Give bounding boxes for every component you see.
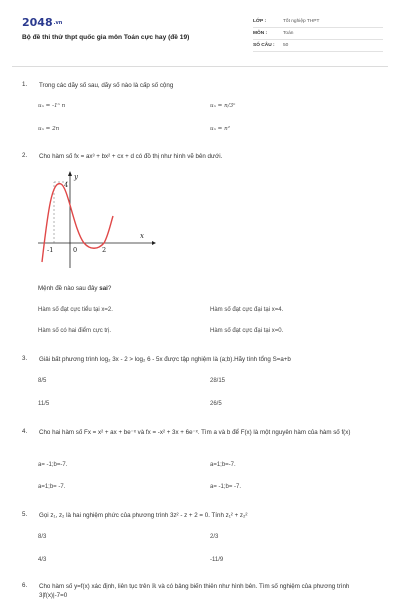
- question-number: 6.: [22, 582, 28, 589]
- option-a[interactable]: Hàm số đạt cực tiểu tại x=2.: [38, 307, 113, 313]
- document-title: Bộ đề thi thử thpt quốc gia môn Toán cực hay (đề 19): [22, 34, 190, 41]
- option-c[interactable]: a=1;b= -7.: [38, 484, 66, 490]
- y-axis-label: y: [74, 173, 78, 181]
- question-stem: Cho hàm số fx = ax³ + bx² + cx + d có đồ thị như hình vẽ bên dưới.: [39, 153, 223, 160]
- x-tick-label: -1: [47, 246, 54, 254]
- option-a[interactable]: 8/5: [38, 378, 47, 384]
- option-c[interactable]: 4/3: [38, 557, 47, 563]
- meta-row-subject: MÔN : Toán: [253, 28, 383, 40]
- x-tick-label: 0: [73, 246, 78, 254]
- option-d[interactable]: 26/5: [210, 401, 222, 407]
- option-b[interactable]: a=1;b=-7.: [210, 462, 236, 468]
- site-logo[interactable]: 2048.vn: [22, 16, 63, 29]
- cubic-graph: [38, 170, 156, 268]
- option-d[interactable]: a= -1;b= -7.: [210, 484, 242, 490]
- question-number: 3.: [22, 355, 28, 362]
- option-d[interactable]: Hàm số đạt cực đại tại x=0.: [210, 328, 284, 334]
- question-note: Mệnh đề nào sau đây sai?: [38, 285, 112, 292]
- option-b[interactable]: 28/15: [210, 378, 226, 384]
- option-a[interactable]: uₙ = -1ⁿ n: [38, 103, 66, 109]
- x-tick-label: 2: [102, 246, 107, 254]
- option-c[interactable]: 11/5: [38, 401, 50, 407]
- option-b[interactable]: 2/3: [210, 534, 219, 540]
- option-c[interactable]: Hàm số có hai điểm cực trị.: [38, 328, 112, 334]
- meta-row-class: LỚP : Tốt nghiệp THPT: [253, 16, 383, 28]
- option-a[interactable]: 8/3: [38, 534, 47, 540]
- question-stem: Giải bất phương trình log₂ 3x - 2 > log₂ 6 - 5x được tập nghiệm là (a;b).Hãy tính tổng S=a+b: [39, 356, 291, 363]
- meta-table: [253, 16, 383, 52]
- question-stem: Cho hàm số y=f(x) xác định, liên tục trên ℝ và có bảng biến thiên như hình bên. Tìm số nghiệm của phương trình 3|f(x)|-7=0: [39, 583, 350, 599]
- question-number: 4.: [22, 428, 28, 435]
- y-tick-label: 4: [64, 181, 69, 189]
- option-a[interactable]: a= -1;b=-7.: [38, 462, 68, 468]
- x-axis-arrow: [152, 241, 156, 245]
- option-b[interactable]: uₙ = n/3ⁿ: [210, 103, 236, 109]
- question-number: 1.: [22, 81, 28, 88]
- document-header: [0, 0, 400, 66]
- header-divider: [12, 66, 388, 67]
- question-number: 5.: [22, 511, 28, 518]
- option-b[interactable]: Hàm số đạt cực đại tại x=4.: [210, 307, 284, 313]
- y-axis-arrow: [68, 171, 72, 176]
- question-number: 2.: [22, 152, 28, 159]
- question-stem: Cho hai hàm số Fx = x² + ax + be⁻ˣ và fx = -x² + 3x + 6e⁻ˣ. Tìm a và b để F(x) là một nguyên hàm của hàm số f(x): [39, 429, 351, 436]
- question-stem: Trong các dãy số sau, dãy số nào là cấp số cộng: [39, 82, 174, 89]
- option-c[interactable]: uₙ = 2n: [38, 126, 60, 132]
- option-d[interactable]: -11/9: [210, 557, 224, 563]
- x-axis-label: x: [140, 232, 144, 240]
- meta-row-count: SỐ CÂU : 50: [253, 40, 383, 52]
- question-stem: Gọi z₁, z₂ là hai nghiệm phức của phương trình 3z² - z + 2 = 0. Tính z₁² + z₂²: [39, 512, 248, 519]
- option-d[interactable]: uₙ = n²: [210, 126, 230, 132]
